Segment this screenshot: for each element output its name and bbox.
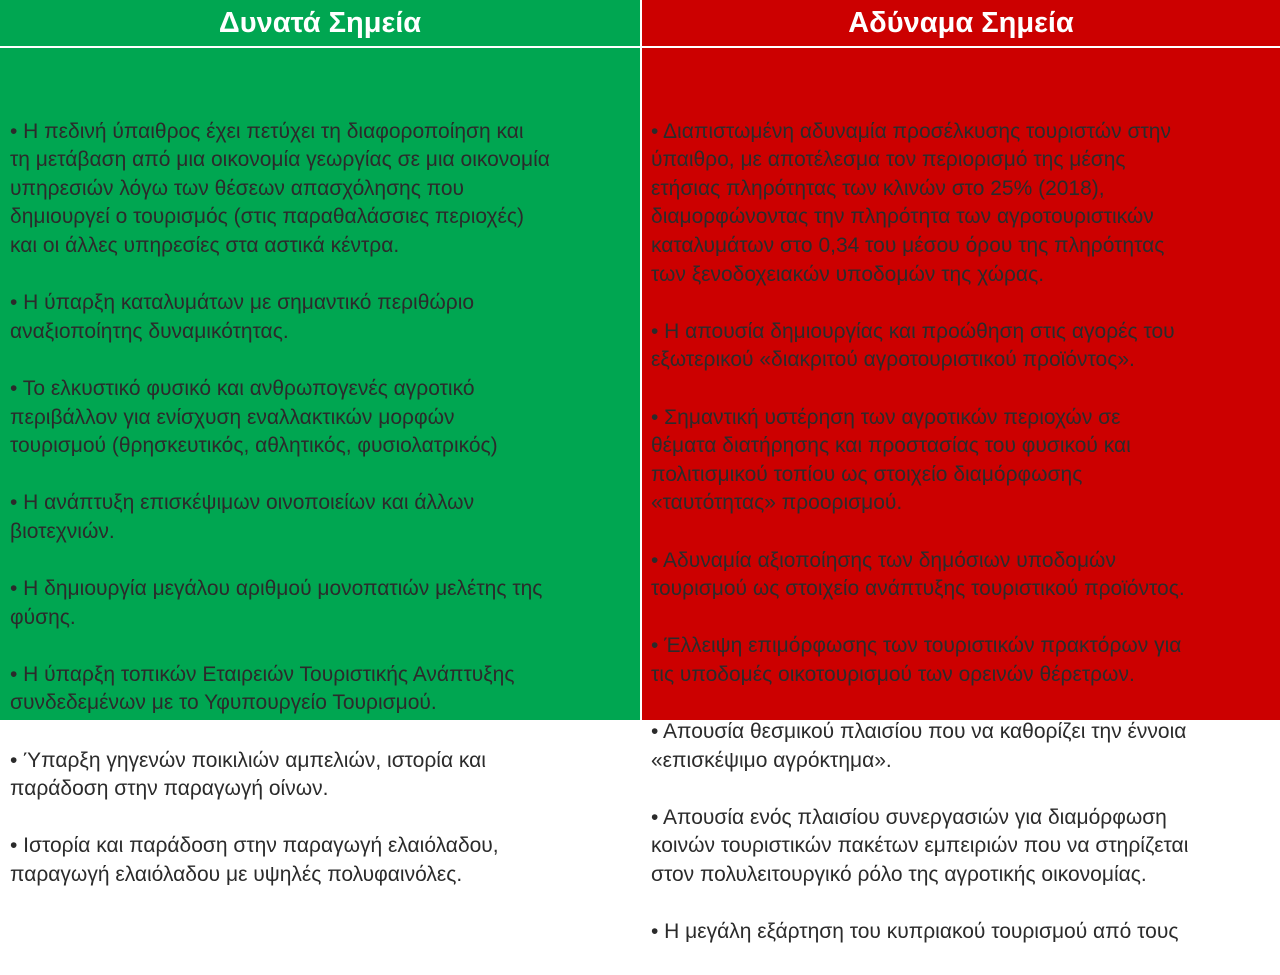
weakness-item: • Διαπιστωμένη αδυναμία προσέλκυσης τουριστών στην ύπαιθρο, με αποτέλεσμα τον περιορισμό της μέσης ετήσιας πληρότητας των κλινών στο 25% (2018), διαμορφώνοντας την πληρότητα των αγροτουριστικών καταλυμάτων στο 0,34 του μέσου όρου της πληρότητας των ξενοδοχειακών υποδομών της χώρας. — [651, 119, 1171, 286]
weakness-item: • Η μεγάλη εξάρτηση του κυπριακού τουρισμού από τους — [651, 920, 1179, 944]
strength-item: • Ιστορία και παράδοση στην παραγωγή ελαιόλαδου, παραγωγή ελαιόλαδου με υψηλές πολυφαινόλες. — [10, 834, 499, 887]
weakness-item: • Σημαντική υστέρηση των αγροτικών περιοχών σε θέματα διατήρησης και προστασίας του φυσικού και πολιτισμικού τοπίου ως στοιχείο διαμόρφωσης «ταυτότητας» προορισμού. — [651, 405, 1131, 515]
strengths-header: Δυνατά Σημεία — [0, 0, 640, 48]
strength-item: • Το ελκυστικό φυσικό και ανθρωπογενές αγροτικό περιβάλλον για ενίσχυση εναλλακτικών μορφών τουρισμού (θρησκευτικός, αθλητικός, φυσιολατρικός) — [10, 376, 498, 458]
strength-item: • Η πεδινή ύπαιθρος έχει πετύχει τη διαφοροποίηση και τη μετάβαση από μια οικονομία γεωργίας σε μια οικονομία υπηρεσιών λόγω των θέσεων απασχόλησης που δημιουργεί ο τουρισμός (στις παραθαλάσσιες περιοχές) και οι άλλες υπηρεσίες στα αστικά κέντρα. — [10, 119, 550, 257]
strength-item: • Η ανάπτυξη επισκέψιμων οινοποιείων και άλλων βιοτεχνιών. — [10, 491, 475, 543]
strength-item: • Η δημιουργία μεγάλου αριθμού μονοπατιών μελέτης της φύσης. — [10, 577, 543, 629]
weakness-item: • Η απουσία δημιουργίας και προώθηση στις αγορές του εξωτερικού «διακριτού αγροτουριστικού προϊόντος». — [651, 319, 1175, 372]
weakness-item: • Έλλειψη επιμόρφωσης των τουριστικών πρακτόρων για τις υποδομές οικοτουρισμού των ορεινών θέρετρων. — [651, 634, 1182, 686]
weaknesses-list — [640, 48, 1280, 944]
weakness-item: • Απουσία ενός πλαισίου συνεργασιών για διαμόρφωση κοινών τουριστικών πακέτων εμπειριών που να στηρίζεται στον πολυλειτουργικό ρόλο της αγροτικής οικονομίας. — [651, 805, 1189, 887]
strength-item: • Ύπαρξη γηγενών ποικιλιών αμπελιών, ιστορία και παράδοση στην παραγωγή οίνων. — [10, 748, 486, 801]
weaknesses-header: Αδύναμα Σημεία — [640, 0, 1280, 48]
weakness-item: • Αδυναμία αξιοποίησης των δημόσιων υποδομών τουρισμού ως στοιχείο ανάπτυξης τουριστικού προϊόντος. — [651, 548, 1185, 601]
strengths-list — [0, 48, 640, 887]
weakness-item: • Απουσία θεσμικού πλαισίου που να καθορίζει την έννοια «επισκέψιμο αγρόκτημα». — [651, 720, 1187, 772]
strength-item: • Η ύπαρξη καταλυμάτων με σημαντικό περιθώριο αναξιοποίητης δυναμικότητας. — [10, 291, 475, 343]
strength-item: • Η ύπαρξη τοπικών Εταιρειών Τουριστικής Ανάπτυξης συνδεδεμένων με το Υφυπουργείο Τουρισμού. — [10, 662, 515, 715]
